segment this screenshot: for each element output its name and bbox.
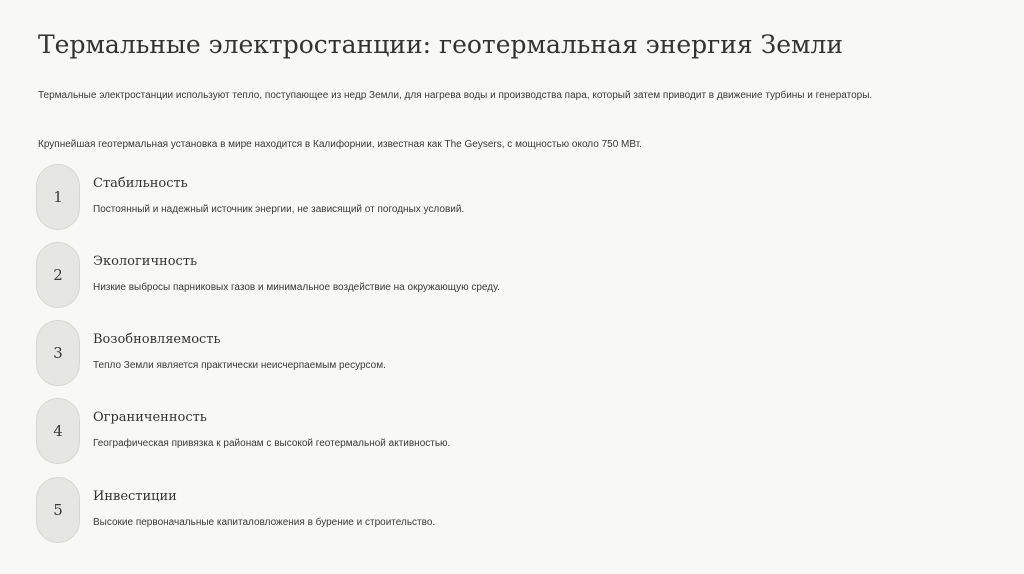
page-title: Термальные электростанции: геотермальная энергия Земли bbox=[38, 30, 843, 59]
number-badge: 2 bbox=[36, 242, 80, 308]
item-description: Низкие выбросы парниковых газов и минимальное воздействие на окружающую среду. bbox=[93, 282, 500, 293]
number-badge: 1 bbox=[36, 164, 80, 230]
list-item bbox=[36, 320, 936, 388]
geysers-paragraph: Крупнейшая геотермальная установка в мире находится в Калифорнии, известная как The Geysers, с мощностью около 750 МВт. bbox=[38, 139, 642, 150]
item-description: Географическая привязка к районам с высокой геотермальной активностью. bbox=[93, 438, 451, 449]
intro-paragraph: Термальные электростанции используют тепло, поступающее из недр Земли, для нагрева воды и производства пара, который затем приводит в движение турбины и генераторы. bbox=[38, 90, 873, 101]
item-description: Постоянный и надежный источник энергии, не зависящий от погодных условий. bbox=[93, 204, 465, 215]
number-badge: 5 bbox=[36, 477, 80, 543]
item-description: Высокие первоначальные капиталовложения в бурение и строительство. bbox=[93, 517, 436, 528]
item-description: Тепло Земли является практически неисчерпаемым ресурсом. bbox=[93, 360, 386, 371]
item-title: Экологичность bbox=[93, 254, 198, 269]
list-item bbox=[36, 477, 936, 545]
list-item bbox=[36, 164, 936, 232]
list-item bbox=[36, 242, 936, 310]
item-title: Инвестиции bbox=[93, 489, 177, 504]
item-title: Ограниченность bbox=[93, 410, 207, 425]
list-item bbox=[36, 398, 936, 466]
item-title: Возобновляемость bbox=[93, 332, 221, 347]
number-badge: 4 bbox=[36, 398, 80, 464]
number-badge: 3 bbox=[36, 320, 80, 386]
item-title: Стабильность bbox=[93, 176, 188, 191]
